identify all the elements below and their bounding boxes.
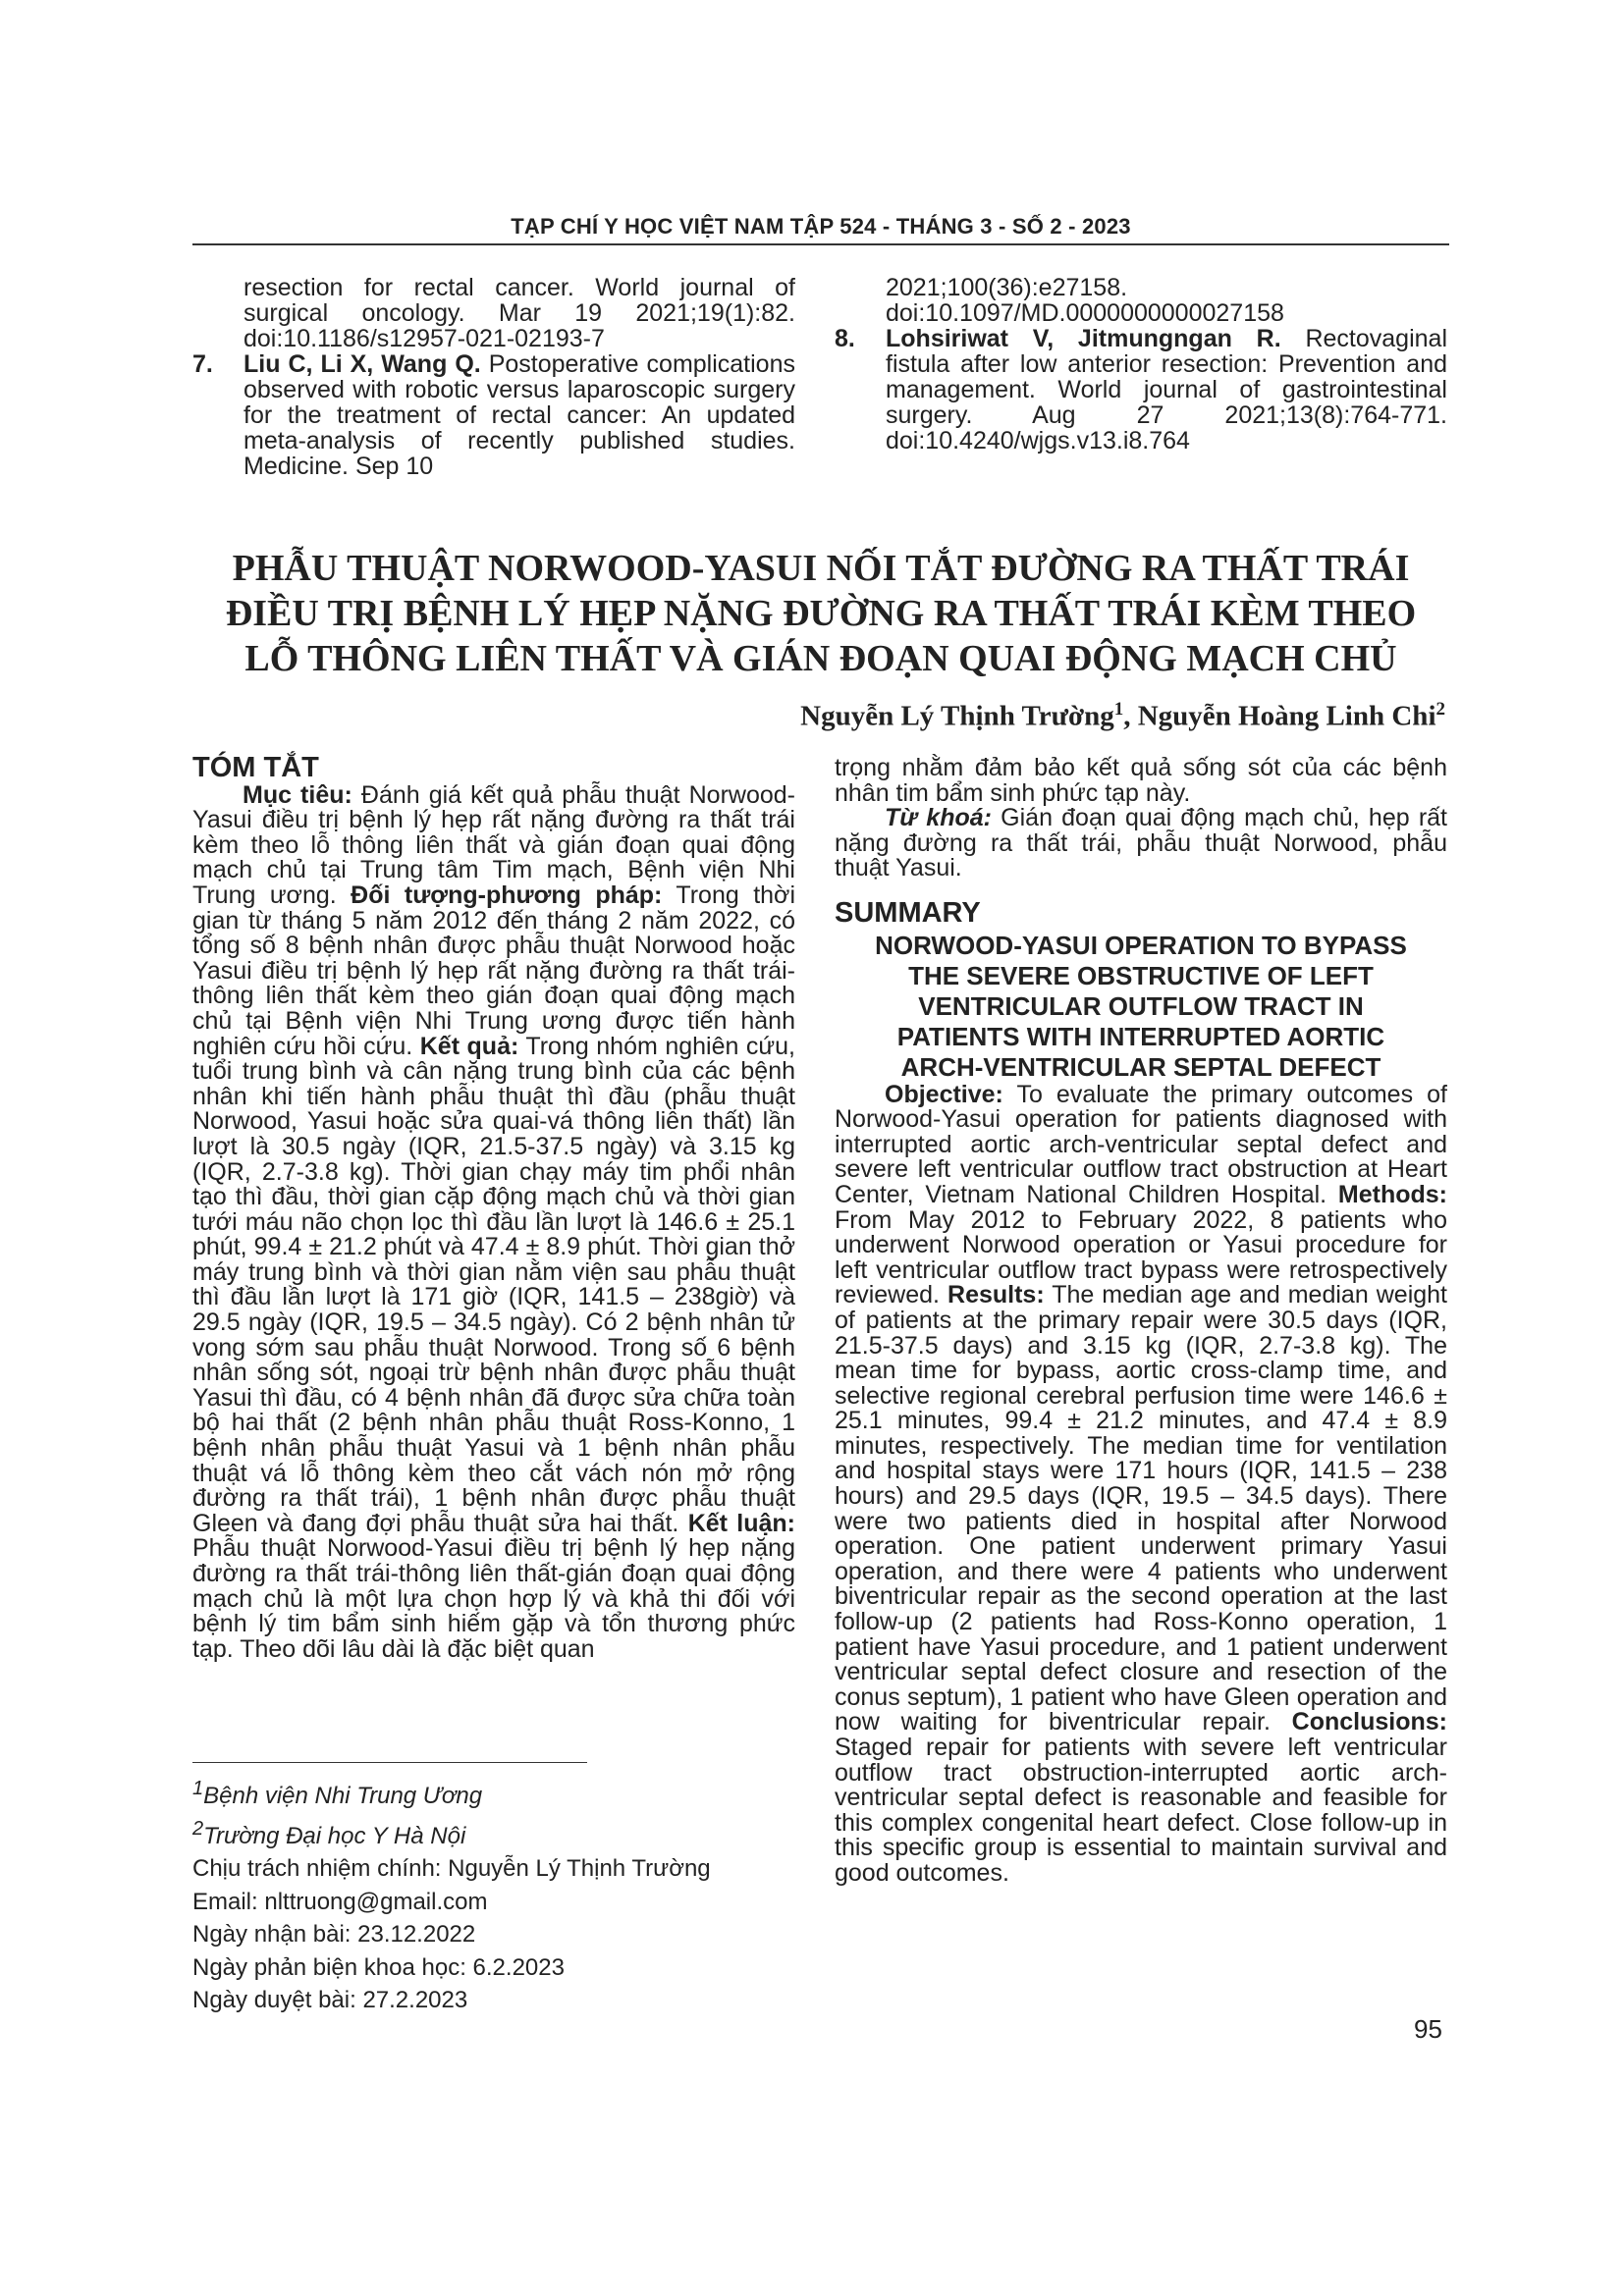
reference-8-authors: Lohsiriwat V, Jitmungngan R. bbox=[886, 325, 1281, 352]
summary-title bbox=[835, 931, 1447, 1083]
footnotes bbox=[192, 1773, 782, 2017]
affiliation-1-sup: 1 bbox=[192, 1778, 204, 1799]
keywords-label: Từ khoá: bbox=[885, 804, 992, 832]
abstract-en-column bbox=[835, 756, 1447, 1887]
reference-tail-right: 2021;100(36):e27158. doi:10.1097/MD.0000000000027158 bbox=[886, 274, 1284, 327]
summary-title-line-2: THE SEVERE OBSTRUCTIVE OF LEFT bbox=[908, 960, 1374, 990]
journal-running-header: TẠP CHÍ Y HỌC VIỆT NAM TẬP 524 - THÁNG 3 - SỐ 2 - 2023 bbox=[511, 214, 1131, 239]
title-line-3: LỖ THÔNG LIÊN THẤT VÀ GIÁN ĐOẠN QUAI ĐỘNG MẠCH CHỦ bbox=[244, 638, 1397, 679]
abstract-vi-column bbox=[192, 752, 796, 1663]
summary-title-line-4: PATIENTS WITH INTERRUPTED AORTIC bbox=[896, 1021, 1385, 1051]
author-1-affiliation: 1 bbox=[1113, 699, 1124, 720]
review-date: Ngày phản biện khoa học: 6.2.2023 bbox=[192, 1953, 565, 1981]
objective-label: Mục tiêu: bbox=[243, 780, 352, 809]
summary-title-line-3: VENTRICULAR OUTFLOW TRACT IN bbox=[918, 990, 1364, 1021]
methods-label: Đối tượng-phương pháp: bbox=[351, 881, 663, 909]
keywords-text: Gián đoạn quai động mạch chủ, hẹp rất nặng đường ra thất trái, phẫu thuật Norwood, phẫu thuật Yasui. bbox=[835, 804, 1447, 882]
page-number: 95 bbox=[1414, 2014, 1442, 2044]
conclusions-text-continued: trọng nhằm đảm bảo kết quả sống sót của các bệnh nhân tim bẩm sinh phức tạp này. bbox=[835, 754, 1447, 807]
en-methods-text: From May 2012 to February 2022, 8 patients who underwent Norwood operation or Yasui procedure for left ventricular outflow tract bypass were retrospectively reviewed. bbox=[835, 1205, 1447, 1309]
author-1: Nguyễn Lý Thịnh Trường bbox=[800, 700, 1114, 732]
references-right bbox=[835, 274, 1448, 454]
en-results-text: The median age and median weight of patients at the primary repair were 30.5 days (IQR, 21.5-37.5 days) and 3.15 kg (IQR, 2.7-3.8 kg). The mean time for bypass, aortic cross-clamp time, and selective regional cerebral perfusion time were 146.6 ± 25.1 minutes, 99.4 ± 21.2 minutes, and 47.4 ± 8.9 minutes, respectively. The median time for ventilation and hospital stays were 171 hours (IQR, 141.5 – 238 hours) and 29.5 days (IQR, 19.5 – 34.5 days). There were two patients died in hospital after Norwood operation. One patient underwent primary Yasui operation, and there were 4 patients who underwent biventricular repair as the second operation at the last follow-up (2 patients had Ross-Konno operation, 1 patient have Yasui procedure, and 1 patient underwent ventricular septal defect closure and resection of the conus septum), 1 patient who have Gleen operation and now waiting for biventricular repair. bbox=[835, 1281, 1447, 1736]
en-conclusions-label: Conclusions: bbox=[1291, 1708, 1447, 1736]
abstract-en-body bbox=[835, 1080, 1447, 1887]
author-line bbox=[800, 699, 1445, 733]
summary-title-line-5: ARCH-VENTRICULAR SEPTAL DEFECT bbox=[900, 1051, 1381, 1082]
abstract-vi-body bbox=[192, 780, 796, 1663]
en-objective-text: To evaluate the primary outcomes of Norwood-Yasui operation for patients diagnosed with interrupted aortic arch-ventricular septal defect and severe left ventricular outflow tract obstruction at Heart Center, Vietnam National Children Hospital. bbox=[835, 1080, 1447, 1208]
received-date: Ngày nhận bài: 23.12.2022 bbox=[192, 1921, 476, 1948]
conclusions-text: Phẫu thuật Norwood-Yasui điều trị bệnh lý hẹp nặng đường ra thất trái-thông liên thất-gián đoạn quai động mạch chủ là một lựa chọn hợp lý và khả thi đối với bệnh lý tim bẩm sinh hiếm gặp và tổn thương phức tạp. Theo dõi lâu dài là đặc biệt quan bbox=[192, 1534, 795, 1663]
corresponding-author: Chịu trách nhiệm chính: Nguyễn Lý Thịnh Trường bbox=[192, 1855, 711, 1882]
reference-7 bbox=[192, 350, 795, 480]
keywords bbox=[835, 806, 1447, 881]
affiliation-1-text: Bệnh viện Nhi Trung Ương bbox=[203, 1783, 483, 1809]
reference-8-text: Rectovaginal fistula after low anterior resection: Prevention and management. World journal of gastrointestinal surgery. Aug 27 2021;13(8):764-771. doi:10.4240/wjgs.v13.i8.764 bbox=[886, 325, 1448, 454]
summary-heading: SUMMARY bbox=[835, 896, 981, 929]
affiliation-2 bbox=[192, 1813, 782, 1853]
author-2: Nguyễn Hoàng Linh Chi bbox=[1137, 700, 1436, 732]
en-methods-label: Methods: bbox=[1337, 1180, 1447, 1208]
abstract-vi-heading: TÓM TẮT bbox=[192, 752, 319, 783]
author-2-affiliation: 2 bbox=[1435, 699, 1445, 720]
results-label: Kết quả: bbox=[419, 1032, 519, 1060]
reference-8-number: 8. bbox=[835, 325, 855, 352]
conclusions-label: Kết luận: bbox=[687, 1509, 795, 1537]
en-results-label: Results: bbox=[947, 1281, 1045, 1309]
reference-tail: resection for rectal cancer. World journal of surgical oncology. Mar 19 2021;19(1):82. doi:10.1186/s12957-021-02193-7 bbox=[244, 274, 795, 352]
summary-title-line-1: NORWOOD-YASUI OPERATION TO BYPASS bbox=[875, 930, 1407, 960]
methods-text: Trong thời gian từ tháng 5 năm 2012 đến tháng 2 năm 2022, có tổng số 8 bệnh nhân được phẫu thuật Norwood hoặc Yasui điều trị bệnh lý hẹp rất nặng đường ra thất trái-thông liên thất kèm theo gián đoạn quai động mạch chủ tại Bệnh viện Nhi Trung ương được tiến hành nghiên cứu hồi cứu. bbox=[192, 881, 796, 1060]
title-line-1: PHẪU THUẬT NORWOOD-YASUI NỐI TẮT ĐƯỜNG RA THẤT TRÁI bbox=[232, 548, 1410, 589]
results-text: Trong nhóm nghiên cứu, tuổi trung bình và cân nặng trung bình của các bệnh nhân khi tiến hành phẫu thuật thì đầu (phẫu thuật Norwood, Yasui hoặc sửa quai-vá thông liên thất) lần lượt là 30.5 ngày (IQR, 21.5-37.5 ngày) và 3.15 kg (IQR, 2.7-3.8 kg). Thời gian chạy máy tim phổi nhân tạo thì đầu, thời gian cặp động mạch chủ và thời gian tưới máu não chọn lọc thì đầu lần lượt là 146.6 ± 25.1 phút, 99.4 ± 21.2 phút và 47.4 ± 8.9 phút. Thời gian thở máy trung bình và thời gian nằm viện sau phẫu thuật thì đầu lần lượt là 171 giờ (IQR, 141.5 – 238giờ) và 29.5 ngày (IQR, 19.5 – 34.5 ngày). Có 2 bệnh nhân tử vong sớm sau phẫu thuật Norwood. Trong số 6 bệnh nhân sống sót, ngoại trừ bệnh nhân được phẫu thuật Yasui thì đầu, có 4 bệnh nhân đã được sửa chữa toàn bộ hai thất (2 bệnh nhân phẫu thuật Ross-Konno, 1 bệnh nhân phẫu thuật Yasui và 1 bệnh nhân phẫu thuật vá lỗ thông kèm theo cắt vách nón mở rộng đường ra thất trái), 1 bệnh nhân được phẫu thuật Gleen và đang đợi phẫu thuật sửa hai thất. bbox=[192, 1032, 795, 1537]
title-line-2: ĐIỀU TRỊ BỆNH LÝ HẸP NẶNG ĐƯỜNG RA THẤT TRÁI KÈM THEO bbox=[225, 593, 1417, 634]
accepted-date: Ngày duyệt bài: 27.2.2023 bbox=[192, 1987, 468, 2013]
reference-7-text: Postoperative complications observed with robotic versus laparoscopic surgery for the treatment of rectal cancer: An updated meta-analysis of recently published studies. Medicine. Sep 10 bbox=[244, 350, 795, 480]
footnote-rule bbox=[192, 1762, 587, 1763]
affiliation-1 bbox=[192, 1773, 782, 1813]
article-title bbox=[192, 546, 1449, 681]
objective-text: Đánh giá kết quả phẫu thuật Norwood-Yasui điều trị bệnh lý hẹp rất nặng đường ra thất trái kèm theo lỗ thông liên thất và gián đoạn quai động mạch chủ tại Trung tâm Tim mạch, Bệnh viện Nhi Trung ương. bbox=[192, 780, 795, 909]
en-objective-label: Objective: bbox=[885, 1080, 1003, 1108]
reference-7-authors: Liu C, Li X, Wang Q. bbox=[244, 350, 481, 378]
reference-7-number: 7. bbox=[192, 350, 213, 378]
reference-8 bbox=[835, 325, 1448, 454]
author-separator: , bbox=[1123, 700, 1138, 732]
header-rule bbox=[192, 243, 1449, 245]
en-conclusions-text: Staged repair for patients with severe left ventricular outflow tract obstruction-interrupted aortic arch-ventricular septal defect is reasonable and feasible for this complex congenital heart defect. Close follow-up in this specific group is essential to maintain survival and good outcomes. bbox=[835, 1734, 1447, 1887]
affiliation-2-text: Trường Đại học Y Hà Nội bbox=[203, 1822, 466, 1849]
affiliation-2-sup: 2 bbox=[192, 1817, 204, 1840]
email: Email: nlttruong@gmail.com bbox=[192, 1888, 488, 1915]
references-left bbox=[192, 274, 795, 480]
